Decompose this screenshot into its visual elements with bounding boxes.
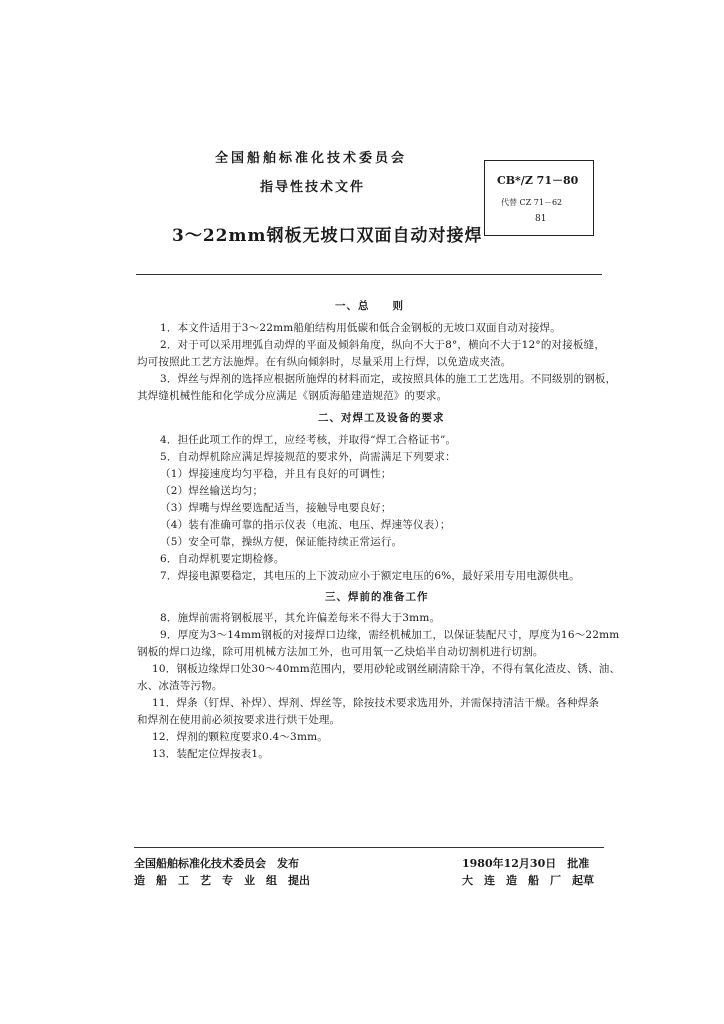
paragraph-8: 8．施焊前需将钢板展平，其允许偏差每米不得大于3mm。 xyxy=(160,612,441,624)
paragraph-2-line1: 2．对于可以采用埋弧自动焊的平面及倾斜角度，纵向不大于8°，横向不大于12°的对接板缝， xyxy=(160,339,606,351)
section-heading-welder-equipment: 二、对焊工及设备的要求 xyxy=(318,412,445,424)
standard-code-box xyxy=(484,160,594,236)
paragraph-11-line2: 和焊剂在使用前必须按要求进行烘干处理。 xyxy=(137,714,341,726)
paragraph-5-item1: （1）焊接速度均匀平稳，并且有良好的可调性； xyxy=(160,468,392,480)
paragraph-12: 12．焊剂的颗粒度要求0.4～3mm。 xyxy=(152,731,328,743)
header-divider xyxy=(136,274,602,275)
code-year: 81 xyxy=(535,214,547,224)
paragraph-5-item5: （5）安全可靠，操纵方便，保证能持续正常运行。 xyxy=(160,536,403,548)
replaces-code: 代替 CZ 71－62 xyxy=(501,198,563,207)
paragraph-5: 5．自动焊机除应满足焊接规范的要求外，尚需满足下列要求： xyxy=(160,451,456,463)
paragraph-4: 4．担任此项工作的焊工，应经考核，并取得“焊工合格证书”。 xyxy=(160,434,457,446)
paragraph-3-line2: 其焊缝机械性能和化学成分应满足《钢质海船建造规范》的要求。 xyxy=(137,390,448,402)
document-title: 3～22mm钢板无坡口双面自动对接焊 xyxy=(172,226,483,246)
paragraph-7: 7．焊接电源要稳定，其电压的上下波动应小于额定电压的6%，最好采用专用电源供电。 xyxy=(160,570,580,582)
paragraph-5-item4: （4）装有准确可靠的指示仪表（电流、电压、焊速等仪表）； xyxy=(160,519,451,531)
paragraph-11-line1: 11．焊条（钉焊、补焊）、焊剂、焊丝等，除按技术要求选用外，并需保持清洁干燥。各种焊条 xyxy=(152,697,600,709)
document-type: 指导性技术文件 xyxy=(260,180,366,195)
paragraph-1: 1．本文件适用于3～22mm船舶结构用低碳和低合金钢板的无坡口双面自动对接焊。 xyxy=(160,322,561,334)
section-heading-preparation: 三、焊前的准备工作 xyxy=(325,591,429,603)
paragraph-5-item3: （3）焊嘴与焊丝要选配适当，接触导电要良好； xyxy=(160,502,392,514)
paragraph-9-line2: 钢板的焊口边缘，除可用机械方法加工外，也可用氧一乙炔焰半自动切割机进行切割。 xyxy=(137,646,544,658)
standard-code: CB*/Z 71－80 xyxy=(497,174,579,187)
footer-proposer: 造 船 工 艺 专 业 组 提出 xyxy=(134,874,310,887)
footer-issuer: 全国船舶标准化技术委员会 发布 xyxy=(134,857,299,870)
paragraph-10-line1: 10．钢板边缘焊口处30～40mm范围内，要用砂轮或钢丝刷清除干净，不得有氧化渣皮、锈、油、 xyxy=(152,663,621,675)
paragraph-3-line1: 3．焊丝与焊剂的选择应根据所施焊的材料而定，或按照具体的施工工艺选用。不同级别的钢板， xyxy=(160,373,617,385)
paragraph-13: 13．装配定位焊按表1。 xyxy=(152,748,269,760)
footer-divider xyxy=(134,847,604,848)
paragraph-10-line2: 水、冰渣等污物。 xyxy=(137,680,223,692)
section-heading-general: 一、总 则 xyxy=(335,300,404,312)
paragraph-5-item2: （2）焊丝输送均匀； xyxy=(160,485,264,497)
paragraph-2-line2: 均可按照此工艺方法施焊。在有纵向倾斜时，尽量采用上行焊，以免造成夹渣。 xyxy=(137,356,512,368)
paragraph-6: 6．自动焊机要定期检修。 xyxy=(160,553,285,565)
paragraph-9-line1: 9．厚度为3～14mm钢板的对接焊口边缘，需经机械加工，以保证装配尺寸，厚度为16～22mm xyxy=(160,629,620,641)
footer-drafter: 大 连 造 船 厂 起草 xyxy=(462,874,594,887)
organization-name: 全国船舶标准化技术委员会 xyxy=(215,151,408,166)
footer-approval-date: 1980年12月30日 批准 xyxy=(462,857,590,870)
